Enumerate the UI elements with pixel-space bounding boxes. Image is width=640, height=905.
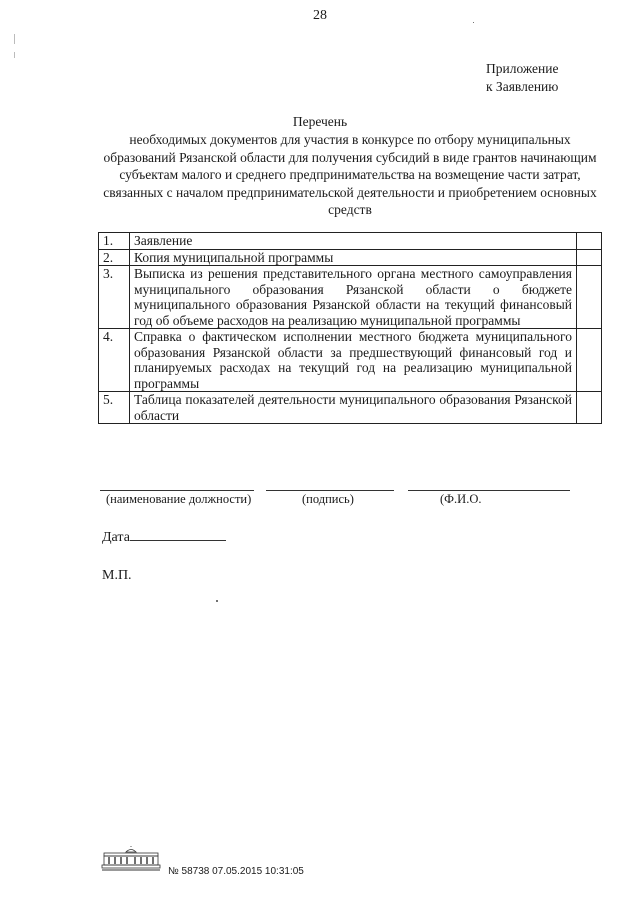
- table-row: [99, 329, 602, 392]
- row-number: 2.: [99, 249, 130, 266]
- row-text: Заявление: [130, 233, 577, 250]
- scan-speck: [473, 22, 474, 23]
- row-text: Таблица показателей деятельности муниципального образования Рязанской области: [130, 392, 577, 424]
- page-number: 28: [313, 8, 327, 23]
- row-mark-cell: [577, 233, 602, 250]
- documents-table: [98, 232, 602, 424]
- table-row: [99, 392, 602, 424]
- row-text: Копия муниципальной программы: [130, 249, 577, 266]
- signature-line: [266, 490, 394, 491]
- row-number: 3.: [99, 266, 130, 329]
- row-text: Справка о фактическом исполнении местного бюджета муниципального образования Рязанской области за предшествующий финансовый год и планируемых расходах на текущий год на реализацию муниципальной программы: [130, 329, 577, 392]
- appendix-line-1: Приложение: [486, 61, 559, 76]
- row-number: 4.: [99, 329, 130, 392]
- registry-building-icon: [100, 846, 162, 872]
- table-row: [99, 233, 602, 250]
- row-number: 5.: [99, 392, 130, 424]
- position-label: (наименование должности): [106, 492, 252, 506]
- row-mark-cell: [577, 249, 602, 266]
- name-signature-line: [408, 490, 570, 491]
- signature-label: (подпись): [302, 492, 354, 506]
- name-label: (Ф.И.О.: [440, 492, 482, 506]
- date-label: Дата: [102, 530, 130, 545]
- margin-mark: [14, 52, 15, 58]
- row-number: 1.: [99, 233, 130, 250]
- row-mark-cell: [577, 266, 602, 329]
- document-subtitle: необходимых документов для участия в конкурсе по отбору муниципальных образований Рязанской области для получения субсидий в виде грантов начинающим субъектам малого и среднего предпринимательства на возмещение части затрат, связанных с началом предпринимательской деятельности и приобретением основных средств: [103, 132, 597, 217]
- document-title: Перечень: [292, 114, 348, 129]
- position-signature-line: [100, 490, 254, 491]
- row-mark-cell: [577, 392, 602, 424]
- date-field: [102, 526, 226, 546]
- scan-speck: [216, 600, 218, 602]
- table-row: [99, 249, 602, 266]
- appendix-header: [486, 60, 558, 96]
- registration-stamp: № 58738 07.05.2015 10:31:05: [168, 866, 304, 877]
- margin-mark: [14, 34, 15, 44]
- row-mark-cell: [577, 329, 602, 392]
- date-line: [130, 526, 226, 541]
- stamp-place-label: М.П.: [102, 568, 132, 583]
- row-text: Выписка из решения представительного органа местного самоуправления муниципального образования Рязанской области о бюджете муниципального образования Рязанской области на текущий финансовый год об объеме расходов на реализацию муниципальной программы: [130, 266, 577, 329]
- appendix-line-2: к Заявлению: [486, 79, 559, 94]
- table-row: [99, 266, 602, 329]
